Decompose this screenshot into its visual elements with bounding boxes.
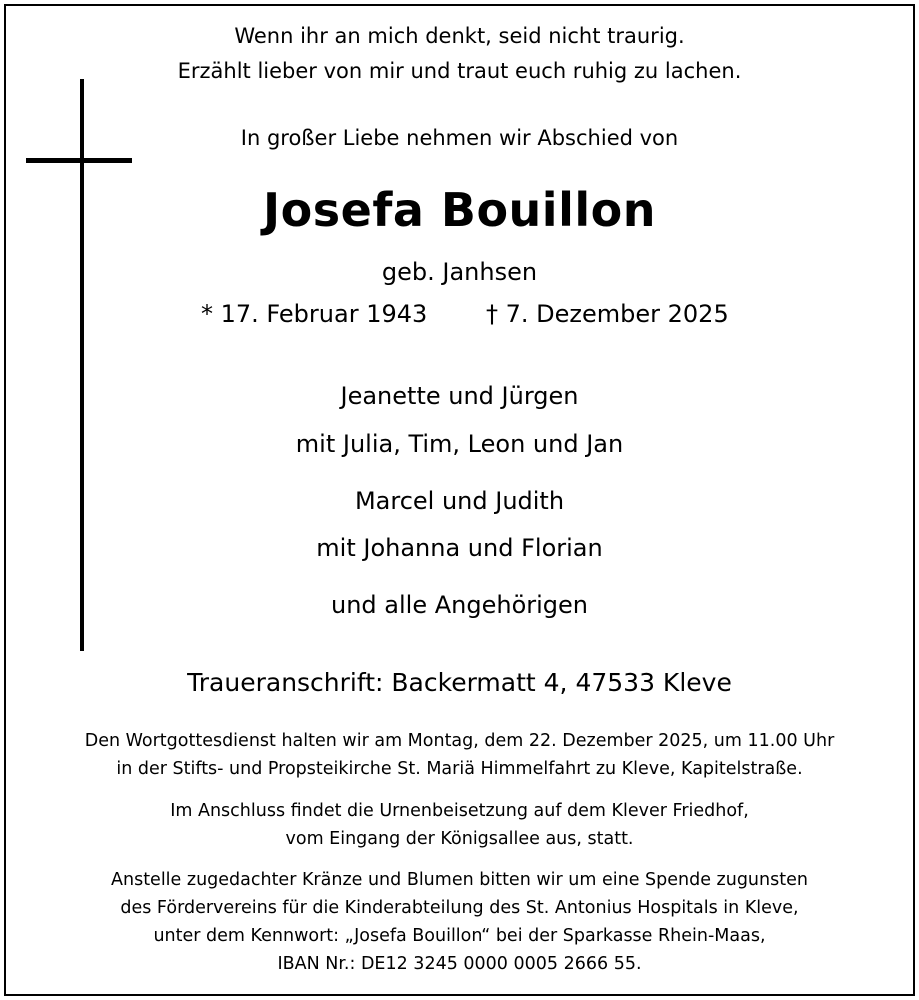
family-line-3: Marcel und Judith	[354, 487, 565, 515]
cross-icon-vertical-bar	[80, 79, 84, 651]
obituary-frame	[4, 4, 915, 996]
poem-line-1: Wenn ihr an mich denkt, seid nicht traurig.	[234, 24, 685, 48]
family-line-4: mit Johanna und Florian	[316, 534, 603, 562]
family-line-2: mit Julia, Tim, Leon und Jan	[295, 430, 624, 458]
service-line-2: in der Stifts- und Propsteikirche St. Mariä Himmelfahrt zu Kleve, Kapitelstraße.	[116, 759, 803, 779]
mourning-address: Traueranschrift: Backermatt 4, 47533 Kleve	[187, 668, 732, 697]
donation-line-3: unter dem Kennwort: „Josefa Bouillon“ bei der Sparkasse Rhein-Maas,	[153, 926, 766, 946]
cross-icon-horizontal-bar	[26, 158, 132, 163]
intro-text: In großer Liebe nehmen wir Abschied von	[240, 126, 679, 150]
service-line-1: Den Wortgottesdienst halten wir am Montag, dem 22. Dezember 2025, um 11.00 Uhr	[84, 731, 835, 751]
family-line-1: Jeanette und Jürgen	[340, 382, 579, 410]
family-line-5: und alle Angehörigen	[331, 591, 588, 619]
donation-line-4: IBAN Nr.: DE12 3245 0000 0005 2666 55.	[277, 954, 642, 974]
maiden-name: geb. Janhsen	[381, 258, 538, 286]
deceased-name: Josefa Bouillon	[263, 183, 656, 237]
burial-line-2: vom Eingang der Königsallee aus, statt.	[285, 829, 634, 849]
donation-line-2: des Fördervereins für die Kinderabteilung des St. Antonius Hospitals in Kleve,	[120, 898, 799, 918]
poem-line-2: Erzählt lieber von mir und traut euch ruhig zu lachen.	[177, 59, 742, 83]
burial-line-1: Im Anschluss findet die Urnenbeisetzung auf dem Klever Friedhof,	[170, 801, 749, 821]
donation-line-1: Anstelle zugedachter Kränze und Blumen bitten wir um eine Spende zugunsten	[111, 870, 808, 890]
death-date: † 7. Dezember 2025	[486, 300, 729, 328]
birth-date: * 17. Februar 1943	[201, 300, 428, 328]
